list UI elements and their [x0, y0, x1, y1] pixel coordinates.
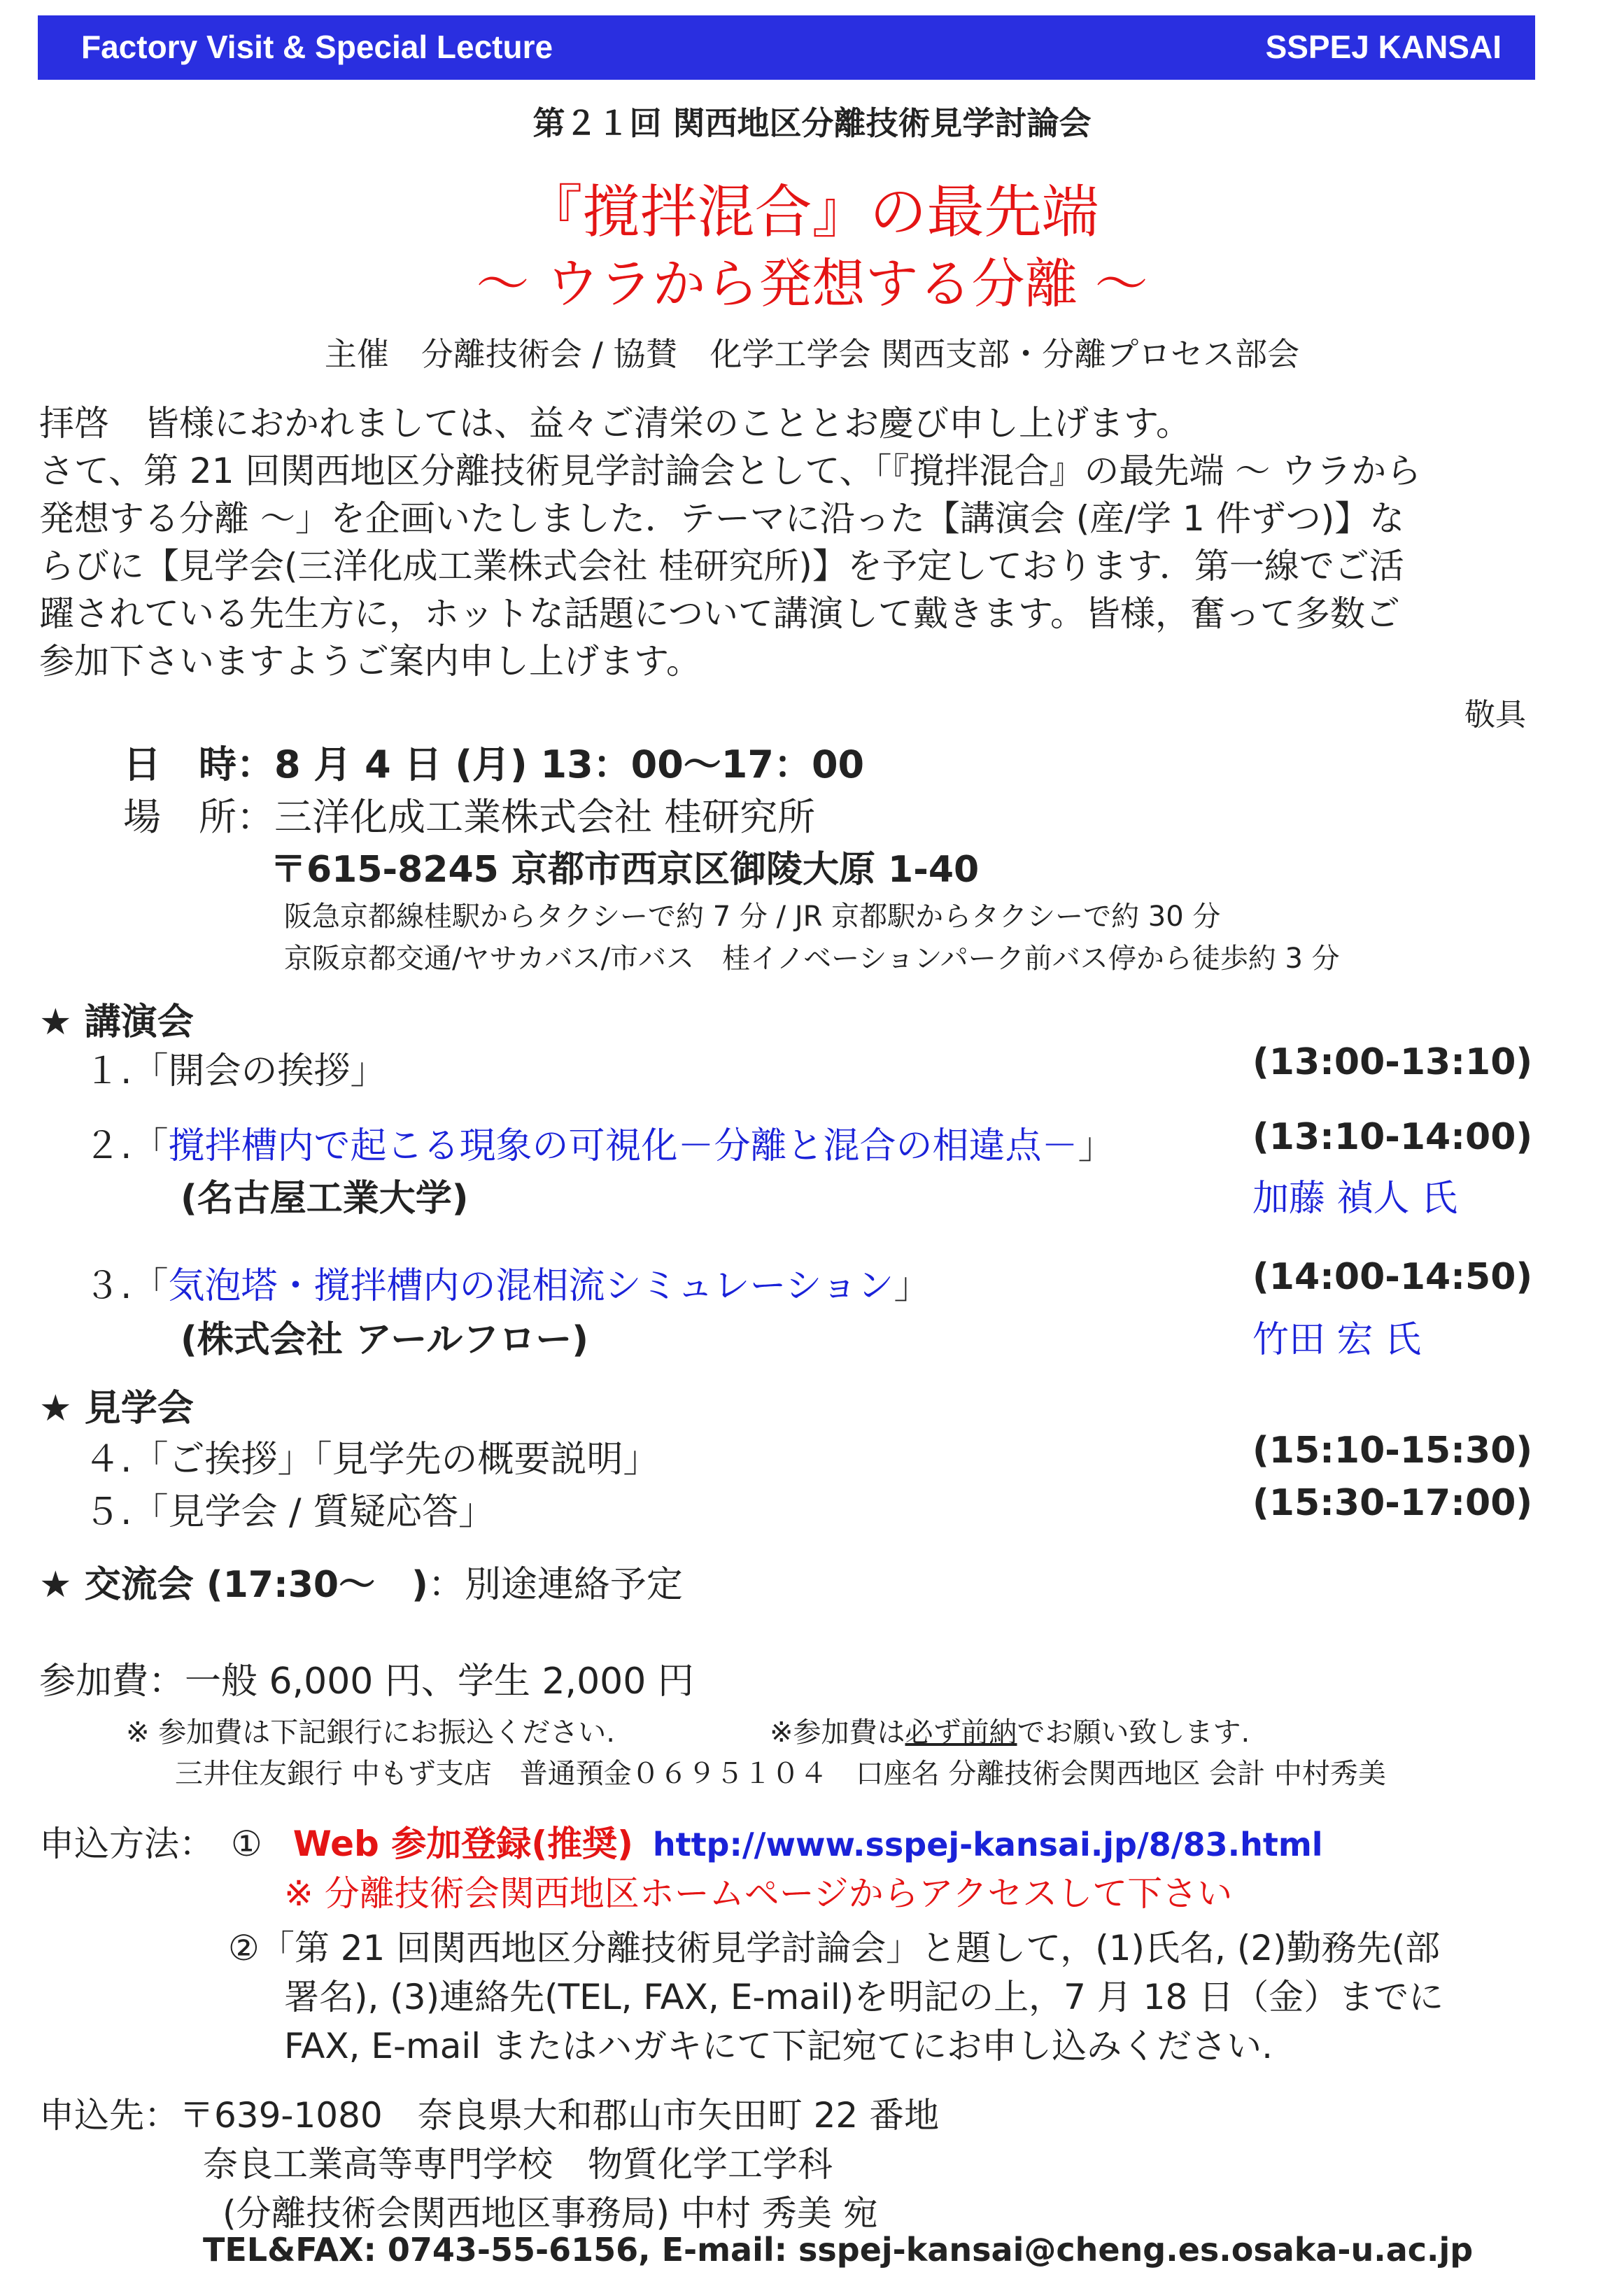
- fee-note-text: でお願い致します.: [1017, 1716, 1250, 1749]
- apply-label: 申込方法：: [39, 1824, 214, 1864]
- header-left-text: Factory Visit & Special Lecture: [81, 29, 553, 65]
- agenda-item: [84, 1116, 1115, 1169]
- web-registration-note: ※ 分離技術会関西地区ホームページからアクセスして下さい: [284, 1873, 1233, 1914]
- access-info: 阪急京都線桂駅からタクシーで約 7 分 / JR 京都駅からタクシーで約 30 分: [284, 901, 1221, 933]
- event-number-title: 第２１回 関西地区分離技術見学討論会: [532, 104, 1092, 142]
- fee-note-emphasis: 必ず: [905, 1716, 961, 1749]
- intro-line: 参加下さいますようご案内申し上げます。: [39, 641, 701, 682]
- item-title: 「見学会 / 質疑応答」: [132, 1491, 495, 1533]
- fee-line: 参加費：一般 6,000 円、学生 2,000 円: [39, 1661, 694, 1702]
- place-line: 場 所：三洋化成工業株式会社 桂研究所: [123, 795, 816, 839]
- lecture-heading: ★ 講演会: [39, 1001, 194, 1043]
- closing: 敬具: [1464, 697, 1526, 733]
- sub-title: ～ ウラから発想する分離 ～: [476, 253, 1148, 315]
- speaker-affiliation: (名古屋工業大学): [181, 1178, 469, 1220]
- main-title: 『撹拌混合』の最先端: [525, 179, 1099, 246]
- option-number: ①: [231, 1824, 262, 1864]
- apply-option-2: FAX, E-mail またはハガキにて下記宛てにお申し込みください.: [284, 2026, 1273, 2066]
- lecture-title: 撹拌槽内で起こる現象の可視化－分離と混合の相違点－: [168, 1125, 1078, 1167]
- lecture-title: 気泡塔・撹拌槽内の混相流シミュレーション: [168, 1265, 894, 1307]
- item-time: (14:00-14:50): [1252, 1256, 1533, 1298]
- organizers: 主催 分離技術会 / 協賛 化学工学会 関西支部・分離プロセス部会: [324, 335, 1300, 373]
- fee-note-text: ※参加費は: [770, 1716, 905, 1749]
- address: 〒615-8245 京都市西京区御陵大原 1-40: [270, 849, 980, 891]
- speaker-affiliation: (株式会社 アールフロー): [181, 1319, 589, 1361]
- exchange-heading: ★ 交流会 (17:30～ ): [39, 1564, 428, 1606]
- exchange-note: ：別途連絡予定: [428, 1564, 683, 1606]
- date-line: 日 時：8 月 4 日 (月) 13：00～17：00: [123, 742, 865, 787]
- apply-option-2: 署名), (3)連絡先(TEL, FAX, E-mail)を明記の上，7 月 18 日（金）までに: [284, 1977, 1444, 2017]
- agenda-item: [84, 1041, 387, 1094]
- item-time: (13:00-13:10): [1252, 1041, 1533, 1083]
- agenda-item: [84, 1430, 660, 1482]
- apply-option-2: ②「第 21 回関西地区分離技術見学討論会」と題して，(1)氏名, (2)勤務先(部: [228, 1928, 1441, 1968]
- agenda-item: [84, 1482, 495, 1535]
- item-number: ２.: [84, 1125, 132, 1167]
- contact-school: 奈良工業高等専門学校 物質化学工学科: [203, 2144, 833, 2185]
- quote-close: 」: [894, 1265, 931, 1307]
- item-time: (15:10-15:30): [1252, 1430, 1533, 1472]
- quote-close: 」: [1078, 1125, 1115, 1167]
- fee-note-prepay: [770, 1710, 1250, 1750]
- item-number: ３.: [84, 1265, 132, 1307]
- fee-note-emphasis: 前納: [961, 1716, 1017, 1749]
- contact-phone-email: TEL&FAX: 0743-55-6156, E-mail: sspej-kansai@cheng.es.osaka-u.ac.jp: [203, 2231, 1474, 2269]
- quote-open: 「: [132, 1265, 169, 1307]
- apply-option-1: [231, 1816, 1323, 1866]
- web-registration-label: Web 参加登録(推奨): [292, 1824, 633, 1864]
- registration-link[interactable]: http://www.sspej-kansai.jp/8/83.html: [652, 1826, 1323, 1863]
- item-number: １.: [84, 1050, 132, 1092]
- item-time: (13:10-14:00): [1252, 1116, 1533, 1158]
- intro-line: 躍されている先生方に，ホットな話題について講演して戴きます。皆様，奮って多数ご: [39, 593, 1400, 634]
- bank-info: 三井住友銀行 中もず支店 普通預金０６９５１０４ 口座名 分離技術会関西地区 会計 中村秀美: [175, 1758, 1386, 1790]
- speaker-name: 竹田 宏 氏: [1252, 1319, 1422, 1361]
- header-right-text: SSPEJ KANSAI: [1265, 29, 1502, 65]
- visit-heading: ★ 見学会: [39, 1388, 194, 1430]
- item-number: ４.: [84, 1439, 132, 1481]
- intro-line: 拝啓 皆様におかれましては、益々ご清栄のこととお慶び申し上げます。: [39, 403, 1191, 444]
- contact-address: 申込先：〒639-1080 奈良県大和郡山市矢田町 22 番地: [39, 2095, 940, 2136]
- header-bar: [38, 15, 1535, 80]
- item-number: ５.: [84, 1491, 132, 1533]
- intro-line: らびに【見学会(三洋化成工業株式会社 桂研究所)】を予定しております．第一線でご活: [39, 546, 1404, 586]
- intro-line: さて、第 21 回関西地区分離技術見学討論会として、「『撹拌混合』の最先端 ～ ウラから: [39, 451, 1422, 491]
- quote-open: 「: [132, 1125, 169, 1167]
- agenda-item: [84, 1256, 930, 1309]
- item-title: 「開会の挨拶」: [132, 1050, 387, 1092]
- item-time: (15:30-17:00): [1252, 1482, 1533, 1524]
- fee-note: ※ 参加費は下記銀行にお振込ください.: [126, 1716, 615, 1749]
- access-info: 京阪京都交通/ヤサカバス/市バス 桂イノベーションパーク前バス停から徒歩約 3 分: [284, 943, 1340, 975]
- exchange-line: [39, 1555, 683, 1607]
- intro-line: 発想する分離 ～」を企画いたしました．テーマに沿った【講演会 (産/学 1 件ずつ)】な: [39, 498, 1405, 539]
- speaker-name: 加藤 禎人 氏: [1252, 1178, 1458, 1220]
- contact-office: (分離技術会関西地区事務局) 中村 秀美 宛: [223, 2193, 878, 2234]
- item-title: 「ご挨拶」「見学先の概要説明」: [132, 1439, 660, 1481]
